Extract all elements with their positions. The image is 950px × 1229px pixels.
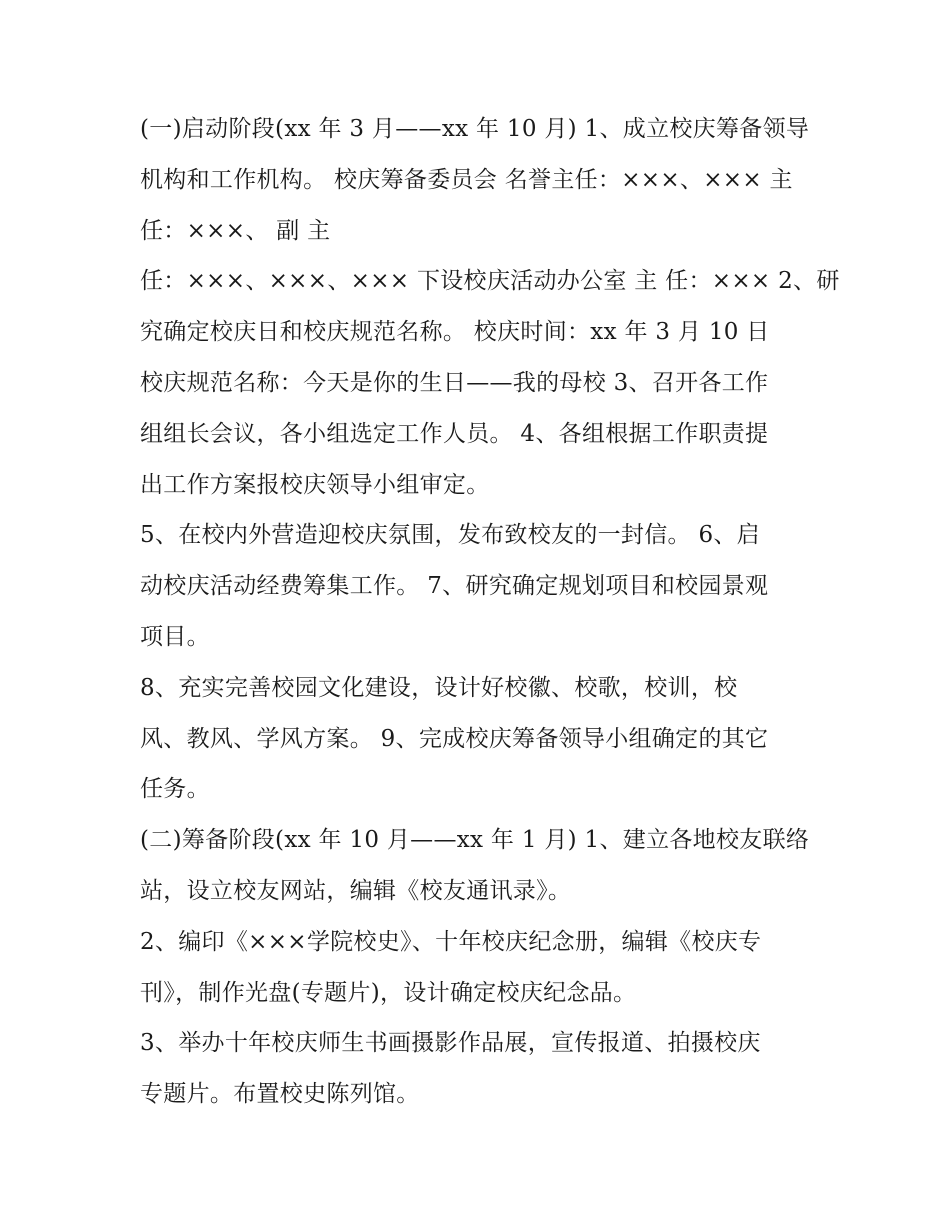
text-line: 5、在校内外营造迎校庆氛围，发布致校友的一封信。 6、启 bbox=[140, 522, 760, 549]
text-line: 出工作方案报校庆领导小组审定。 bbox=[140, 471, 490, 498]
text-line: 校庆规范名称：今天是你的生日——我的母校 3、召开各工作 bbox=[140, 369, 769, 396]
text-line: 任：×××、 副 主 bbox=[140, 217, 331, 244]
document-body bbox=[140, 104, 840, 1120]
text-line: (二)筹备阶段(xx 年 10 月——xx 年 1 月) 1、建立各地校友联络 bbox=[140, 827, 810, 854]
text-line: 专题片。布置校史陈列馆。 bbox=[140, 1081, 420, 1108]
text-line: 刊》，制作光盘(专题片)，设计确定校庆纪念品。 bbox=[140, 979, 637, 1006]
text-line: 任：×××、×××、××× 下设校庆活动办公室 主 任：××× 2、研 bbox=[140, 268, 840, 295]
text-line: 站，设立校友网站，编辑《校友通讯录》。 bbox=[140, 877, 572, 904]
text-line: 组组长会议，各小组选定工作人员。 4、各组根据工作职责提 bbox=[140, 420, 769, 447]
text-line: 8、充实完善校园文化建设，设计好校徽、校歌，校训，校 bbox=[140, 674, 738, 701]
text-line: 2、编印《×××学院校史》、十年校庆纪念册，编辑《校庆专 bbox=[140, 928, 762, 955]
text-line: 3、举办十年校庆师生书画摄影作品展，宣传报道、拍摄校庆 bbox=[140, 1030, 761, 1057]
text-line: (一)启动阶段(xx 年 3 月——xx 年 10 月) 1、成立校庆筹备领导 bbox=[140, 116, 810, 142]
text-line: 究确定校庆日和校庆规范名称。 校庆时间：xx 年 3 月 10 日 bbox=[140, 319, 770, 346]
text-line: 动校庆活动经费筹集工作。 7、研究确定规划项目和校园景观 bbox=[140, 573, 769, 600]
text-line: 项目。 bbox=[140, 623, 210, 650]
text-line: 机构和工作机构。 校庆筹备委员会 名誉主任：×××、××× 主 bbox=[140, 166, 793, 193]
text-line: 风、教风、学风方案。 9、完成校庆筹备领导小组确定的其它 bbox=[140, 725, 769, 752]
text-line: 任务。 bbox=[140, 776, 210, 803]
